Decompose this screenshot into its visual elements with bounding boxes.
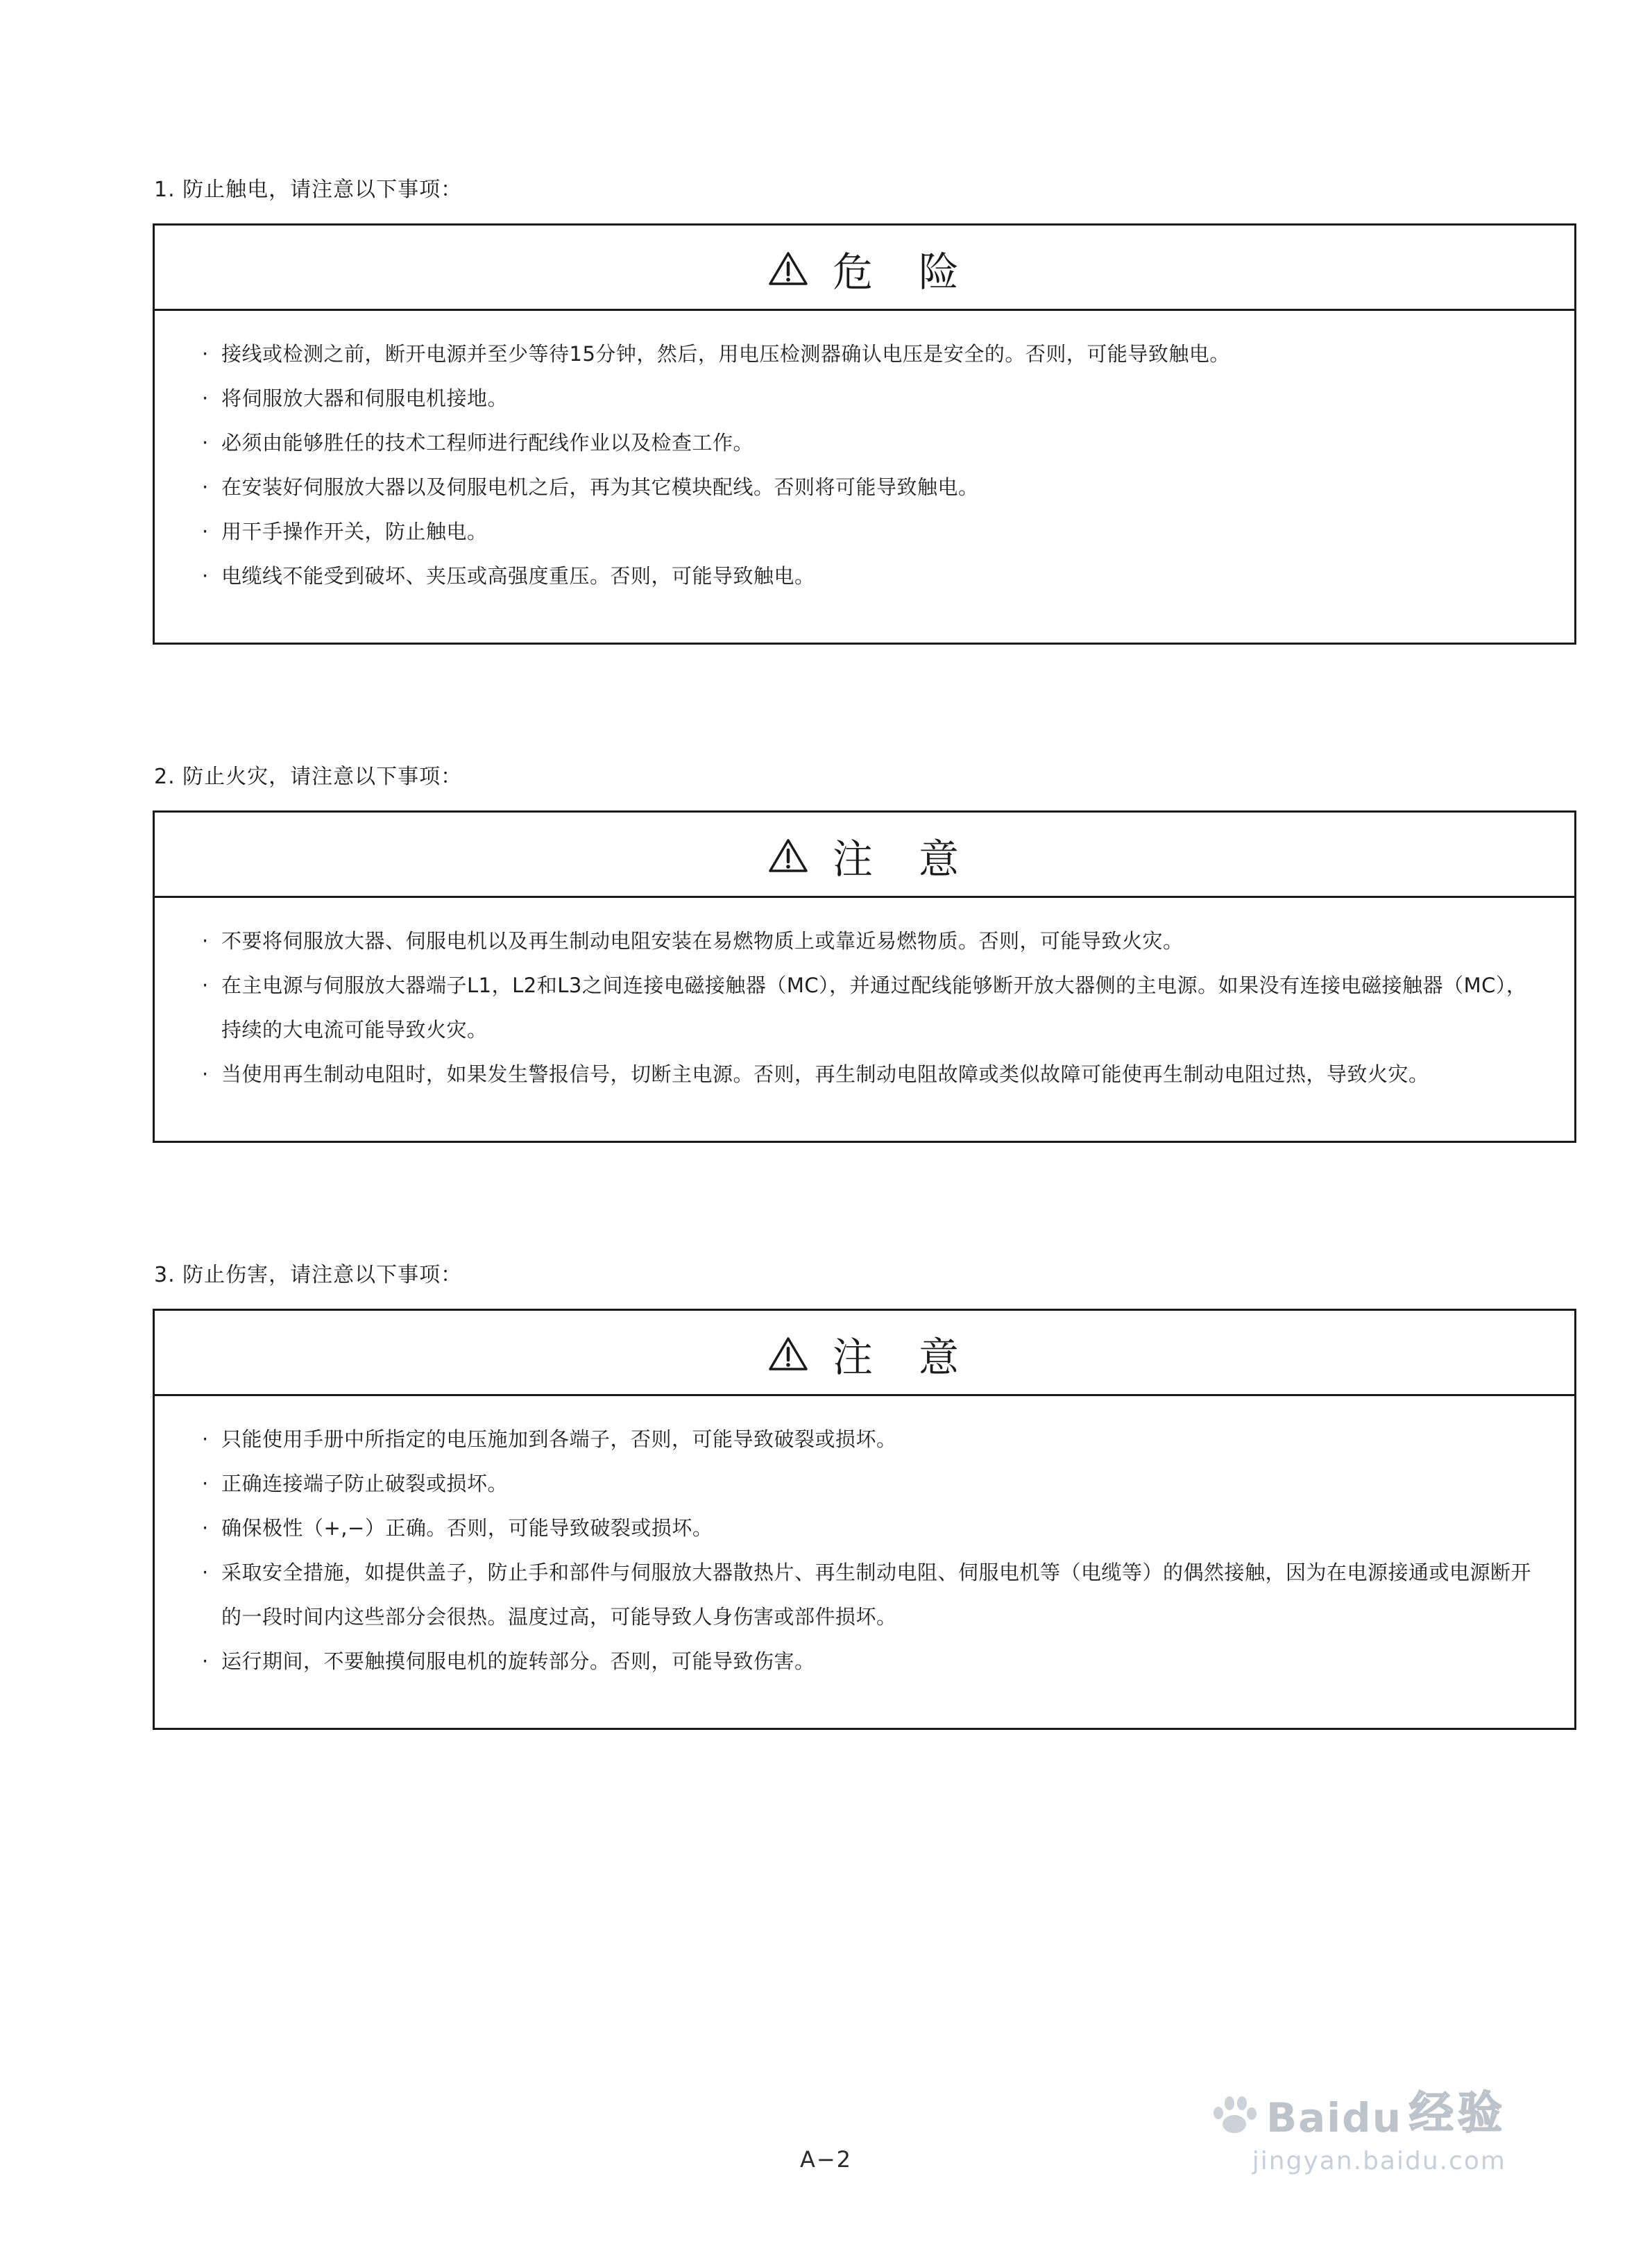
bullet-item: · 必须由能够胜任的技术工程师进行配线作业以及检查工作。 [196, 421, 1540, 465]
watermark-url: jingyan.baidu.com [1252, 2147, 1506, 2175]
caution-box-title: 注 意 [832, 835, 962, 883]
bullet-item: · 不要将伺服放大器、伺服电机以及再生制动电阻安装在易燃物质上或靠近易燃物质。否则，可能导致火灾。 [196, 919, 1540, 963]
danger-box-title: 危 险 [832, 248, 962, 296]
bullet-item: · 当使用再生制动电阻时，如果发生警报信号，切断主电源。否则，再生制动电阻故障或类似故障可能使再生制动电阻过热，导致火灾。 [196, 1052, 1540, 1096]
danger-box-header [155, 226, 1574, 311]
page-content [153, 172, 1576, 1844]
caution-box-title: 注 意 [832, 1334, 962, 1381]
section-fire [153, 759, 1576, 1143]
caution-box-body [155, 1396, 1574, 1728]
bullet-item: · 采取安全措施，如提供盖子，防止手和部件与伺服放大器散热片、再生制动电阻、伺服电机等（电缆等）的偶然接触，因为在电源接通或电源断开的一段时间内这些部分会很热。温度过高，可能导致人身伤害或部件损坏。 [196, 1550, 1540, 1639]
watermark-brand-suffix: 经验 [1409, 2088, 1506, 2139]
section-heading: 1. 防止触电，请注意以下事项： [154, 178, 463, 202]
caution-box [153, 810, 1576, 1143]
warning-triangle-icon [767, 1335, 809, 1373]
bullet-item: · 电缆线不能受到破坏、夹压或高强度重压。否则，可能导致触电。 [196, 554, 1540, 598]
caution-box-header [155, 813, 1574, 898]
section-electric-shock [153, 172, 1576, 645]
bullet-item: · 确保极性（+,−）正确。否则，可能导致破裂或损坏。 [196, 1506, 1540, 1550]
warning-triangle-icon [767, 250, 809, 287]
page-number: A−2 [799, 2146, 853, 2173]
danger-box [153, 223, 1576, 645]
bullet-item: · 在安装好伺服放大器以及伺服电机之后，再为其它模块配线。否则将可能导致触电。 [196, 465, 1540, 509]
danger-box-body [155, 311, 1574, 643]
section-heading: 3. 防止伤害，请注意以下事项： [154, 1263, 463, 1287]
caution-box-body [155, 898, 1574, 1141]
bullet-item: · 只能使用手册中所指定的电压施加到各端子，否则，可能导致破裂或损坏。 [196, 1417, 1540, 1461]
bullet-item: · 正确连接端子防止破裂或损坏。 [196, 1461, 1540, 1506]
section-injury [153, 1257, 1576, 1730]
paw-icon [1209, 2093, 1259, 2137]
bullet-item: · 在主电源与伺服放大器端子L1，L2和L3之间连接电磁接触器（MC），并通过配线能够断开放大器侧的主电源。如果没有连接电磁接触器（MC），持续的大电流可能导致火灾。 [196, 963, 1540, 1052]
section-heading: 2. 防止火灾，请注意以下事项： [154, 765, 463, 789]
bullet-item: · 接线或检测之前，断开电源并至少等待15分钟，然后，用电压检测器确认电压是安全的。否则，可能导致触电。 [196, 332, 1540, 376]
baidu-jingyan-watermark [1209, 2078, 1506, 2175]
watermark-logo-row [1209, 2078, 1506, 2141]
watermark-brand: Baidu [1266, 2094, 1402, 2141]
bullet-item: · 运行期间，不要触摸伺服电机的旋转部分。否则，可能导致伤害。 [196, 1639, 1540, 1683]
caution-box [153, 1309, 1576, 1730]
warning-triangle-icon [767, 837, 809, 874]
caution-box-header [155, 1311, 1574, 1396]
bullet-item: · 将伺服放大器和伺服电机接地。 [196, 376, 1540, 421]
bullet-item: · 用干手操作开关，防止触电。 [196, 509, 1540, 554]
